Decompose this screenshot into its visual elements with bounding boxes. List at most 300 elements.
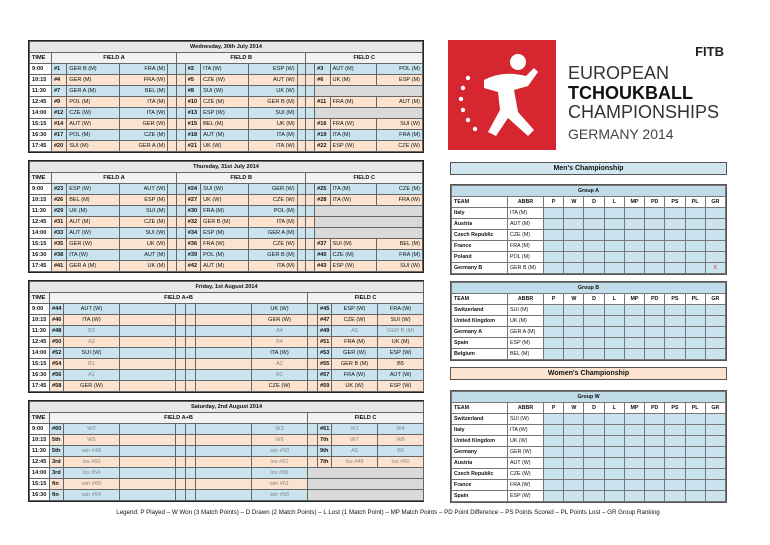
score-cell bbox=[297, 97, 306, 108]
spacer bbox=[120, 370, 176, 381]
team-abbr: SUI (M) bbox=[508, 305, 544, 316]
team-row bbox=[452, 327, 726, 338]
stat-cell bbox=[544, 414, 564, 425]
stat-cell bbox=[604, 263, 624, 274]
match-time: 16:30 bbox=[30, 130, 52, 141]
stat-cell bbox=[705, 469, 725, 480]
stat-cell bbox=[624, 263, 644, 274]
score-cell bbox=[186, 479, 196, 490]
score-cell bbox=[176, 337, 186, 348]
column-header: D bbox=[584, 294, 604, 305]
score-cell bbox=[168, 86, 177, 97]
spacer bbox=[120, 424, 176, 435]
column-header: D bbox=[584, 197, 604, 208]
stat-cell bbox=[685, 327, 705, 338]
stat-cell bbox=[705, 480, 725, 491]
match-time: 10:15 bbox=[30, 75, 52, 86]
away-team: AUT (W) bbox=[249, 75, 297, 86]
away-team: POL (M) bbox=[249, 206, 297, 217]
away-team: ESP (W) bbox=[378, 348, 424, 359]
score-cell bbox=[297, 228, 306, 239]
stat-cell bbox=[624, 305, 644, 316]
stat-cell bbox=[584, 219, 604, 230]
score-cell bbox=[176, 370, 186, 381]
match-time: 14:00 bbox=[30, 108, 52, 119]
away-team: ITA (W) bbox=[252, 348, 308, 359]
match-row bbox=[30, 75, 423, 86]
match-time: 12:45 bbox=[30, 97, 52, 108]
empty-slot bbox=[315, 206, 423, 217]
away-team: W8 bbox=[378, 435, 424, 446]
home-team: ITA (W) bbox=[330, 195, 376, 206]
home-team: ITA (M) bbox=[330, 184, 376, 195]
match-time: 15:15 bbox=[30, 239, 52, 250]
away-team: A2 bbox=[252, 359, 308, 370]
home-team: AUT (M) bbox=[201, 261, 249, 272]
column-header: PS bbox=[665, 294, 685, 305]
team-name: Czech Republic bbox=[452, 230, 508, 241]
team-name: Czech Republic bbox=[452, 469, 508, 480]
stat-cell bbox=[584, 252, 604, 263]
match-number: #45 bbox=[318, 304, 332, 315]
team-name: United Kingdom bbox=[452, 436, 508, 447]
match-row bbox=[30, 217, 423, 228]
away-team: W3 bbox=[252, 424, 308, 435]
stat-cell bbox=[685, 316, 705, 327]
team-name: Switzerland bbox=[452, 305, 508, 316]
stat-cell bbox=[705, 414, 725, 425]
stat-cell bbox=[645, 436, 665, 447]
team-abbr: ITA (M) bbox=[508, 208, 544, 219]
score-cell bbox=[306, 250, 315, 261]
stat-cell bbox=[584, 491, 604, 502]
score-cell bbox=[176, 326, 186, 337]
empty-slot bbox=[315, 86, 423, 97]
stat-cell bbox=[604, 349, 624, 360]
stat-cell bbox=[584, 338, 604, 349]
away-team: GER A (M) bbox=[249, 228, 297, 239]
score-cell bbox=[297, 119, 306, 130]
score-cell bbox=[168, 64, 177, 75]
home-team: SUI (M) bbox=[67, 141, 120, 152]
empty-slot bbox=[315, 228, 423, 239]
score-cell bbox=[308, 381, 318, 392]
score-cell bbox=[176, 195, 185, 206]
match-number: #35 bbox=[51, 239, 66, 250]
match-number: #46 bbox=[50, 315, 64, 326]
score-cell bbox=[176, 108, 185, 119]
score-cell bbox=[186, 490, 196, 501]
score-cell bbox=[306, 141, 315, 152]
home-team: los #54 bbox=[64, 468, 120, 479]
match-row bbox=[30, 337, 424, 348]
match-number: #3 bbox=[315, 64, 330, 75]
score-cell bbox=[306, 239, 315, 250]
score-cell bbox=[176, 304, 186, 315]
away-team: CZE (M) bbox=[119, 130, 167, 141]
column-header: ABBR bbox=[508, 403, 544, 414]
stat-cell bbox=[665, 469, 685, 480]
away-team: W6 bbox=[252, 435, 308, 446]
stat-cell bbox=[564, 338, 584, 349]
stat-cell bbox=[705, 458, 725, 469]
stat-cell bbox=[584, 447, 604, 458]
spacer bbox=[196, 490, 252, 501]
stat-cell bbox=[604, 469, 624, 480]
stat-cell bbox=[705, 252, 725, 263]
score-cell bbox=[186, 424, 196, 435]
stat-cell bbox=[624, 219, 644, 230]
match-number: #30 bbox=[185, 206, 200, 217]
match-time: 14:00 bbox=[30, 348, 50, 359]
score-cell bbox=[176, 457, 186, 468]
spacer bbox=[196, 326, 252, 337]
spacer bbox=[120, 435, 176, 446]
away-team: A4 bbox=[252, 326, 308, 337]
away-team: BEL (M) bbox=[376, 239, 422, 250]
stat-cell bbox=[685, 263, 705, 274]
stat-cell bbox=[705, 349, 725, 360]
column-header-row bbox=[452, 197, 726, 208]
match-row bbox=[30, 206, 423, 217]
stat-cell bbox=[624, 327, 644, 338]
match-number: #27 bbox=[185, 195, 200, 206]
away-team: SUI (W) bbox=[119, 228, 167, 239]
stat-cell bbox=[584, 480, 604, 491]
match-number: 7th bbox=[318, 435, 332, 446]
stat-cell bbox=[584, 305, 604, 316]
match-time: 16:30 bbox=[30, 490, 50, 501]
match-number: #58 bbox=[50, 381, 64, 392]
team-abbr: GER B (M) bbox=[508, 263, 544, 274]
logo-line-1: EUROPEAN bbox=[568, 63, 670, 83]
score-cell bbox=[186, 381, 196, 392]
home-team: GER A (M) bbox=[67, 261, 120, 272]
mens-championship-title: Men's Championship bbox=[450, 162, 727, 175]
team-abbr: BEL (M) bbox=[508, 349, 544, 360]
column-header: W bbox=[564, 403, 584, 414]
away-team: ITA (W) bbox=[119, 108, 167, 119]
column-header: L bbox=[604, 403, 624, 414]
team-name: Italy bbox=[452, 425, 508, 436]
match-time: 12:45 bbox=[30, 337, 50, 348]
score-cell bbox=[168, 75, 177, 86]
spacer bbox=[196, 468, 252, 479]
spacer bbox=[196, 424, 252, 435]
score-cell bbox=[308, 326, 318, 337]
score-cell bbox=[297, 250, 306, 261]
home-team: ITA (W) bbox=[67, 250, 120, 261]
column-header: PL bbox=[685, 294, 705, 305]
match-row bbox=[30, 326, 424, 337]
stat-cell bbox=[544, 469, 564, 480]
match-row bbox=[30, 435, 424, 446]
away-team: win #50 bbox=[252, 446, 308, 457]
score-cell bbox=[297, 130, 306, 141]
score-cell bbox=[306, 64, 315, 75]
group-w-table bbox=[450, 390, 727, 503]
away-team: UK (W) bbox=[252, 304, 308, 315]
team-name: Italy bbox=[452, 208, 508, 219]
group-b-table bbox=[450, 281, 727, 361]
spacer bbox=[196, 359, 252, 370]
away-team: CZE (M) bbox=[119, 217, 167, 228]
stat-cell bbox=[685, 414, 705, 425]
stat-cell bbox=[564, 436, 584, 447]
stat-cell bbox=[564, 252, 584, 263]
stat-cell bbox=[624, 338, 644, 349]
score-cell bbox=[176, 228, 185, 239]
stat-cell bbox=[544, 338, 564, 349]
away-team: SUI (W) bbox=[378, 315, 424, 326]
team-row bbox=[452, 458, 726, 469]
spacer bbox=[120, 446, 176, 457]
match-number: #34 bbox=[185, 228, 200, 239]
team-abbr: GER A (M) bbox=[508, 327, 544, 338]
team-name: Poland bbox=[452, 252, 508, 263]
away-team: win #56 bbox=[252, 490, 308, 501]
stat-cell bbox=[705, 436, 725, 447]
team-row bbox=[452, 252, 726, 263]
stat-cell bbox=[564, 491, 584, 502]
team-row bbox=[452, 480, 726, 491]
stat-cell bbox=[645, 252, 665, 263]
home-team: UK (W) bbox=[201, 195, 249, 206]
home-team: win #48 bbox=[64, 446, 120, 457]
away-team: AUT (W) bbox=[119, 184, 167, 195]
group-title: Group W bbox=[452, 392, 726, 403]
away-team: ITA (M) bbox=[249, 217, 297, 228]
spacer bbox=[196, 381, 252, 392]
score-cell bbox=[297, 261, 306, 272]
home-team: A5 bbox=[332, 326, 378, 337]
score-cell bbox=[176, 206, 185, 217]
score-cell bbox=[306, 119, 315, 130]
match-time: 15:15 bbox=[30, 479, 50, 490]
team-row bbox=[452, 469, 726, 480]
empty-slot bbox=[308, 490, 424, 501]
match-number: #23 bbox=[51, 184, 66, 195]
score-cell bbox=[168, 130, 177, 141]
home-team: GER B (M) bbox=[332, 359, 378, 370]
match-number: #14 bbox=[51, 119, 66, 130]
away-team: B4 bbox=[252, 337, 308, 348]
stat-cell bbox=[584, 208, 604, 219]
away-team: GER A (M) bbox=[119, 141, 167, 152]
stat-cell bbox=[604, 491, 624, 502]
score-cell bbox=[308, 457, 318, 468]
score-cell bbox=[176, 446, 186, 457]
home-team: CZE (M) bbox=[201, 97, 249, 108]
match-number: #52 bbox=[50, 348, 64, 359]
score-cell bbox=[306, 195, 315, 206]
match-time: 11:30 bbox=[30, 206, 52, 217]
match-number: #33 bbox=[51, 228, 66, 239]
score-cell bbox=[176, 217, 185, 228]
away-team: B5 bbox=[378, 359, 424, 370]
stat-cell bbox=[624, 316, 644, 327]
match-row bbox=[30, 315, 424, 326]
match-row bbox=[30, 348, 424, 359]
spacer bbox=[120, 326, 176, 337]
column-header: PD bbox=[645, 294, 665, 305]
stat-cell bbox=[685, 208, 705, 219]
team-name: Austria bbox=[452, 219, 508, 230]
stat-cell bbox=[564, 316, 584, 327]
match-row bbox=[30, 119, 423, 130]
team-abbr: CZE (M) bbox=[508, 230, 544, 241]
score-cell bbox=[176, 75, 185, 86]
stat-cell bbox=[665, 241, 685, 252]
score-cell bbox=[297, 64, 306, 75]
team-abbr: UK (W) bbox=[508, 436, 544, 447]
match-row bbox=[30, 261, 423, 272]
stat-cell bbox=[544, 208, 564, 219]
score-cell bbox=[306, 217, 315, 228]
away-team: ITA (M) bbox=[119, 97, 167, 108]
stat-cell bbox=[645, 327, 665, 338]
stat-cell bbox=[584, 241, 604, 252]
away-team: CZE (W) bbox=[252, 381, 308, 392]
column-header: L bbox=[604, 294, 624, 305]
team-abbr: FRA (W) bbox=[508, 480, 544, 491]
stat-cell bbox=[544, 263, 564, 274]
empty-slot bbox=[308, 468, 424, 479]
stat-cell bbox=[604, 338, 624, 349]
match-number: #11 bbox=[315, 97, 330, 108]
match-number: #22 bbox=[315, 141, 330, 152]
stat-cell bbox=[645, 241, 665, 252]
team-abbr: AUT (W) bbox=[508, 458, 544, 469]
team-row bbox=[452, 263, 726, 274]
column-header: ABBR bbox=[508, 197, 544, 208]
stat-cell bbox=[665, 414, 685, 425]
match-row bbox=[30, 468, 424, 479]
match-number: #54 bbox=[50, 359, 64, 370]
column-header: D bbox=[584, 403, 604, 414]
score-cell bbox=[168, 206, 177, 217]
match-number: #48 bbox=[50, 326, 64, 337]
match-number: #6 bbox=[315, 75, 330, 86]
team-name: Spain bbox=[452, 338, 508, 349]
stat-cell bbox=[624, 349, 644, 360]
match-number: 3rd bbox=[50, 457, 64, 468]
home-team: SUI (W) bbox=[201, 86, 249, 97]
stat-cell bbox=[705, 491, 725, 502]
team-abbr: CZE (W) bbox=[508, 469, 544, 480]
stat-cell bbox=[584, 316, 604, 327]
stat-cell bbox=[604, 316, 624, 327]
score-cell bbox=[308, 370, 318, 381]
away-team: AUT (M) bbox=[376, 97, 422, 108]
stat-cell bbox=[645, 414, 665, 425]
home-team: W5 bbox=[64, 435, 120, 446]
score-cell bbox=[186, 359, 196, 370]
home-team: AUT (M) bbox=[201, 130, 249, 141]
day-title: Saturday, 2nd August 2014 bbox=[30, 402, 424, 413]
stat-cell bbox=[645, 338, 665, 349]
away-team: W4 bbox=[378, 424, 424, 435]
match-row bbox=[30, 479, 424, 490]
score-cell bbox=[176, 424, 186, 435]
team-name: France bbox=[452, 480, 508, 491]
team-name: Belgium bbox=[452, 349, 508, 360]
home-team: GER B (M) bbox=[67, 64, 120, 75]
score-cell bbox=[176, 130, 185, 141]
stat-cell bbox=[544, 219, 564, 230]
stat-cell bbox=[604, 208, 624, 219]
team-abbr: ESP (W) bbox=[508, 491, 544, 502]
home-team: FRA (W) bbox=[201, 239, 249, 250]
stat-cell bbox=[604, 230, 624, 241]
stat-cell bbox=[604, 447, 624, 458]
score-cell bbox=[308, 304, 318, 315]
column-header: PS bbox=[665, 403, 685, 414]
column-header: L bbox=[604, 197, 624, 208]
home-team: POL (M) bbox=[201, 250, 249, 261]
stat-cell bbox=[645, 491, 665, 502]
match-number: 5th bbox=[50, 435, 64, 446]
day-title: Wednesday, 30th July 2014 bbox=[30, 42, 423, 53]
away-team: B5 bbox=[378, 446, 424, 457]
stat-cell bbox=[544, 316, 564, 327]
score-cell bbox=[168, 195, 177, 206]
group-title: Group A bbox=[452, 186, 726, 197]
home-team: win #60 bbox=[64, 479, 120, 490]
stat-cell bbox=[604, 458, 624, 469]
score-cell bbox=[186, 457, 196, 468]
schedule-thursday: Thursday, 31st July 2014 TIME FIELD A FIELD B FIELD C 9:00 #23 ESP (W) AUT (W) #24 SUI (W) GER (W) #25 ITA (M) CZE (M) 10:15 #26 BEL (M) ESP (M) #27 UK (W) CZE (W) #28 ITA (W) FRA (W) 11:30 #29 UK (M) SUI (M) #30 FRA (M) POL (M) 12:45 #31 AUT (M) CZE (M) #32 GER B (M) ITA (M) 14:00 #33 AUT (W) SUI (W) #34 ESP (M) GER A (M) 15:15 #35 GER (W) UK (W) #36 FRA (W) CZE (W) #37 SUI (M) BEL (M) 16:30 #38 ITA (W) AUT (M) #39 POL (M) GER B (M) #40 CZE (M) FRA (M) 17:45 #41 GER A (M) UK (M) #42 AUT (M) ITA (M) #43 ESP (W) SUI (W) bbox=[28, 160, 424, 273]
home-team: GER A (M) bbox=[67, 86, 120, 97]
match-row bbox=[30, 97, 423, 108]
away-team: GER (W) bbox=[119, 119, 167, 130]
stat-cell bbox=[685, 252, 705, 263]
home-team: ESP (W) bbox=[67, 184, 120, 195]
match-number: #56 bbox=[50, 370, 64, 381]
score-cell bbox=[168, 261, 177, 272]
away-team: GER B (M) bbox=[249, 250, 297, 261]
away-team: SUI (M) bbox=[249, 108, 297, 119]
home-team: BEL (M) bbox=[67, 195, 120, 206]
stat-cell bbox=[624, 480, 644, 491]
spacer bbox=[120, 490, 176, 501]
away-team: ESP (W) bbox=[378, 381, 424, 392]
stat-cell bbox=[685, 447, 705, 458]
score-cell bbox=[168, 141, 177, 152]
stat-cell bbox=[564, 414, 584, 425]
away-team: CZE (W) bbox=[376, 141, 422, 152]
match-number: #26 bbox=[51, 195, 66, 206]
team-row bbox=[452, 230, 726, 241]
match-row bbox=[30, 64, 423, 75]
column-header: TEAM bbox=[452, 197, 508, 208]
score-cell bbox=[297, 75, 306, 86]
stat-cell bbox=[705, 219, 725, 230]
away-team: CZE (M) bbox=[376, 184, 422, 195]
match-time: 17:45 bbox=[30, 261, 52, 272]
stat-cell bbox=[584, 469, 604, 480]
team-row bbox=[452, 316, 726, 327]
match-row bbox=[30, 86, 423, 97]
stat-cell bbox=[685, 219, 705, 230]
score-cell bbox=[297, 195, 306, 206]
score-cell bbox=[308, 446, 318, 457]
match-number: #57 bbox=[318, 370, 332, 381]
match-number: #32 bbox=[185, 217, 200, 228]
match-number: #13 bbox=[185, 108, 200, 119]
match-number: #44 bbox=[50, 304, 64, 315]
score-cell bbox=[186, 326, 196, 337]
